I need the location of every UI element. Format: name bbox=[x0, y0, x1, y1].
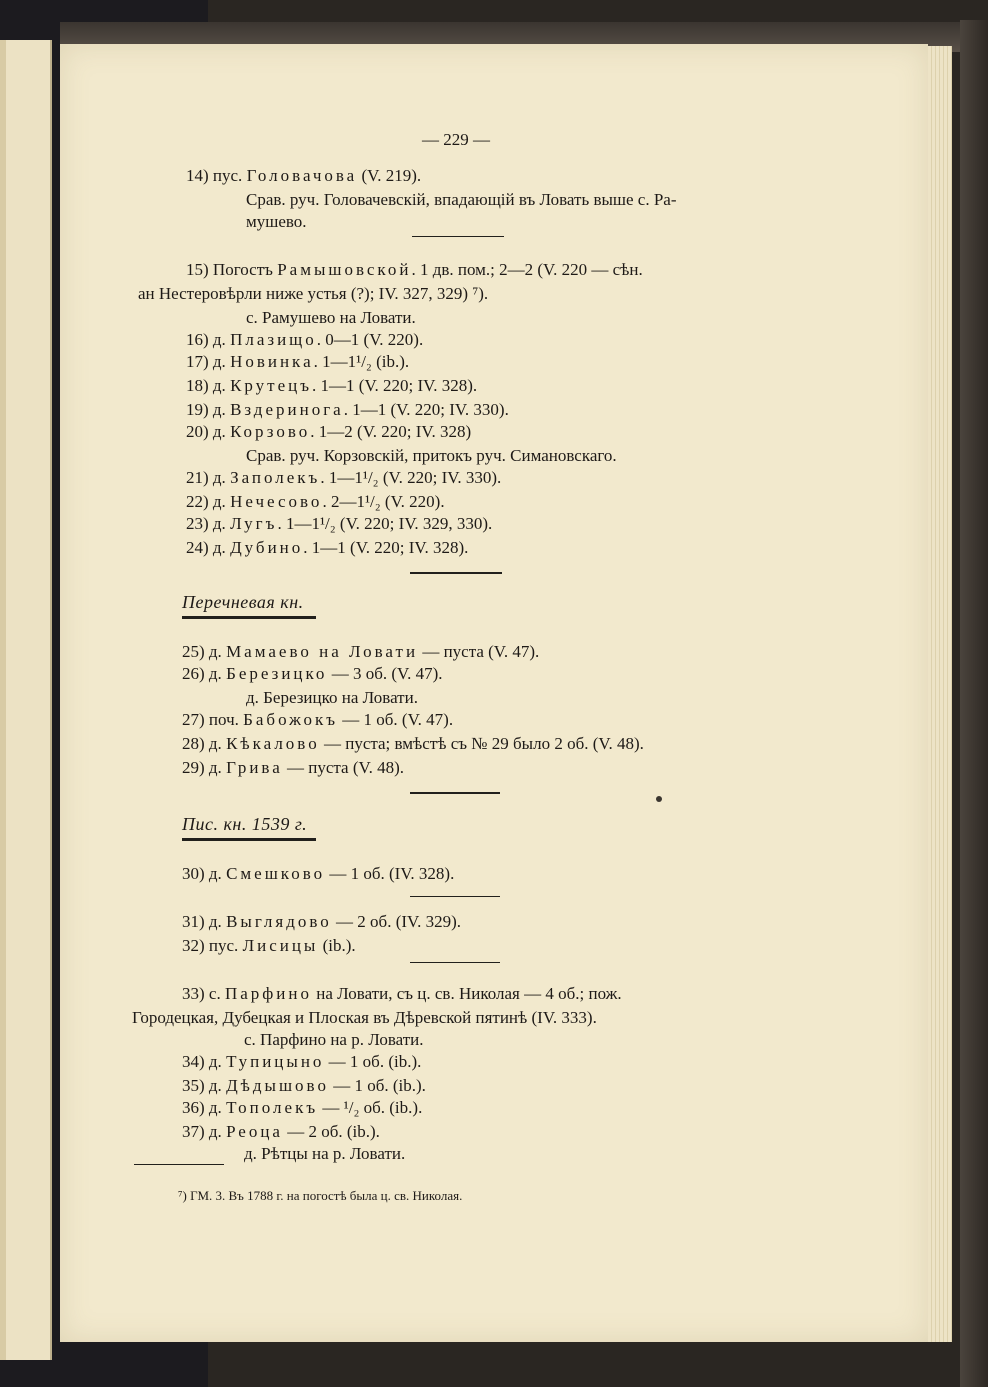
entry-33-cont: Городецкая, Дубецкая и Плоская въ Дѣревской пятинѣ (IV. 333). bbox=[132, 1008, 597, 1027]
entry-14-note: Срав. руч. Головачевскій, впадающій въ Ловать выше с. Ра- bbox=[246, 190, 677, 209]
entry-36: 36) д. Тополекъ — ¹/₂ об. (ib.). bbox=[182, 1098, 423, 1117]
footnote-rule bbox=[134, 1164, 224, 1165]
entry-33: 33) с. Парфино на Ловати, съ ц. св. Николая — 4 об.; пож. bbox=[182, 984, 622, 1003]
section-underline bbox=[182, 838, 316, 841]
book-page bbox=[60, 44, 928, 1342]
entry-21: 21) д. Заполекъ. 1—1¹/₂ (V. 220; IV. 330). bbox=[186, 468, 502, 487]
entry-23: 23) д. Лугъ. 1—1¹/₂ (V. 220; IV. 329, 330). bbox=[186, 514, 493, 533]
entry-17: 17) д. Новинка. 1—1¹/₂ (ib.). bbox=[186, 352, 410, 371]
entry-16: 16) д. Плазищо. 0—1 (V. 220). bbox=[186, 330, 424, 349]
entry-26-note: д. Березицко на Ловати. bbox=[246, 688, 418, 707]
entry-20-note: Срав. руч. Корзовскій, притокъ руч. Симановскаго. bbox=[246, 446, 617, 465]
entry-15: 15) Погостъ Рамышовской. 1 дв. пом.; 2—2 (V. 220 — сѣн. bbox=[186, 260, 643, 279]
entry-15-note: с. Рамушево на Ловати. bbox=[246, 308, 416, 327]
entry-34: 34) д. Тупицыно — 1 об. (ib.). bbox=[182, 1052, 422, 1071]
section-underline bbox=[182, 616, 316, 619]
entry-31: 31) д. Выглядово — 2 об. (IV. 329). bbox=[182, 912, 462, 931]
separator-rule bbox=[410, 962, 500, 963]
entry-19: 19) д. Вздеринога. 1—1 (V. 220; IV. 330). bbox=[186, 400, 509, 419]
entry-18: 18) д. Крутецъ. 1—1 (V. 220; IV. 328). bbox=[186, 376, 478, 395]
page-stack-edge bbox=[924, 46, 952, 1342]
book-cover-right bbox=[960, 20, 988, 1387]
entry-29: 29) д. Грива — пуста (V. 48). bbox=[182, 758, 404, 777]
entry-15-cont: ан Нестеровѣрли ниже устья (?); IV. 327, 329) ⁷). bbox=[138, 284, 489, 303]
entry-14-note-cont: мушево. bbox=[246, 212, 307, 231]
entry-26: 26) д. Березицко — 3 об. (V. 47). bbox=[182, 664, 443, 683]
ink-speck bbox=[656, 796, 662, 802]
entry-22: 22) д. Нечесово. 2—1¹/₂ (V. 220). bbox=[186, 492, 445, 511]
page-number: — 229 — bbox=[422, 130, 490, 149]
entry-20: 20) д. Корзово. 1—2 (V. 220; IV. 328) bbox=[186, 422, 472, 441]
entry-35: 35) д. Дѣдышово — 1 об. (ib.). bbox=[182, 1076, 426, 1095]
entry-37-note: д. Рѣтцы на р. Ловати. bbox=[244, 1144, 406, 1163]
section-heading-perechnevaya: Перечневая кн. bbox=[182, 592, 304, 612]
entry-24: 24) д. Дубино. 1—1 (V. 220; IV. 328). bbox=[186, 538, 469, 557]
entry-28: 28) д. Кѣкалово — пуста; вмѣстѣ съ № 29 было 2 об. (V. 48). bbox=[182, 734, 644, 753]
entry-25: 25) д. Мамаево на Ловати — пуста (V. 47). bbox=[182, 642, 540, 661]
entry-27: 27) поч. Бабожокъ — 1 об. (V. 47). bbox=[182, 710, 454, 729]
entry-33-note: с. Парфино на р. Ловати. bbox=[244, 1030, 424, 1049]
separator-rule bbox=[410, 572, 502, 574]
left-page-edge bbox=[0, 40, 52, 1360]
entry-30: 30) д. Смешково — 1 об. (IV. 328). bbox=[182, 864, 455, 883]
footnote: ⁷) ГМ. 3. Въ 1788 г. на погостѣ была ц. св. Николая. bbox=[178, 1188, 463, 1203]
section-heading-pis-kn: Пис. кн. 1539 г. bbox=[182, 814, 308, 834]
entry-32: 32) пус. Лисицы (ib.). bbox=[182, 936, 356, 955]
separator-rule bbox=[410, 792, 500, 794]
entry-14: 14) пус. Головачова (V. 219). bbox=[186, 166, 422, 185]
separator-rule bbox=[412, 236, 504, 237]
entry-37: 37) д. Реоца — 2 об. (ib.). bbox=[182, 1122, 380, 1141]
separator-rule bbox=[410, 896, 500, 897]
